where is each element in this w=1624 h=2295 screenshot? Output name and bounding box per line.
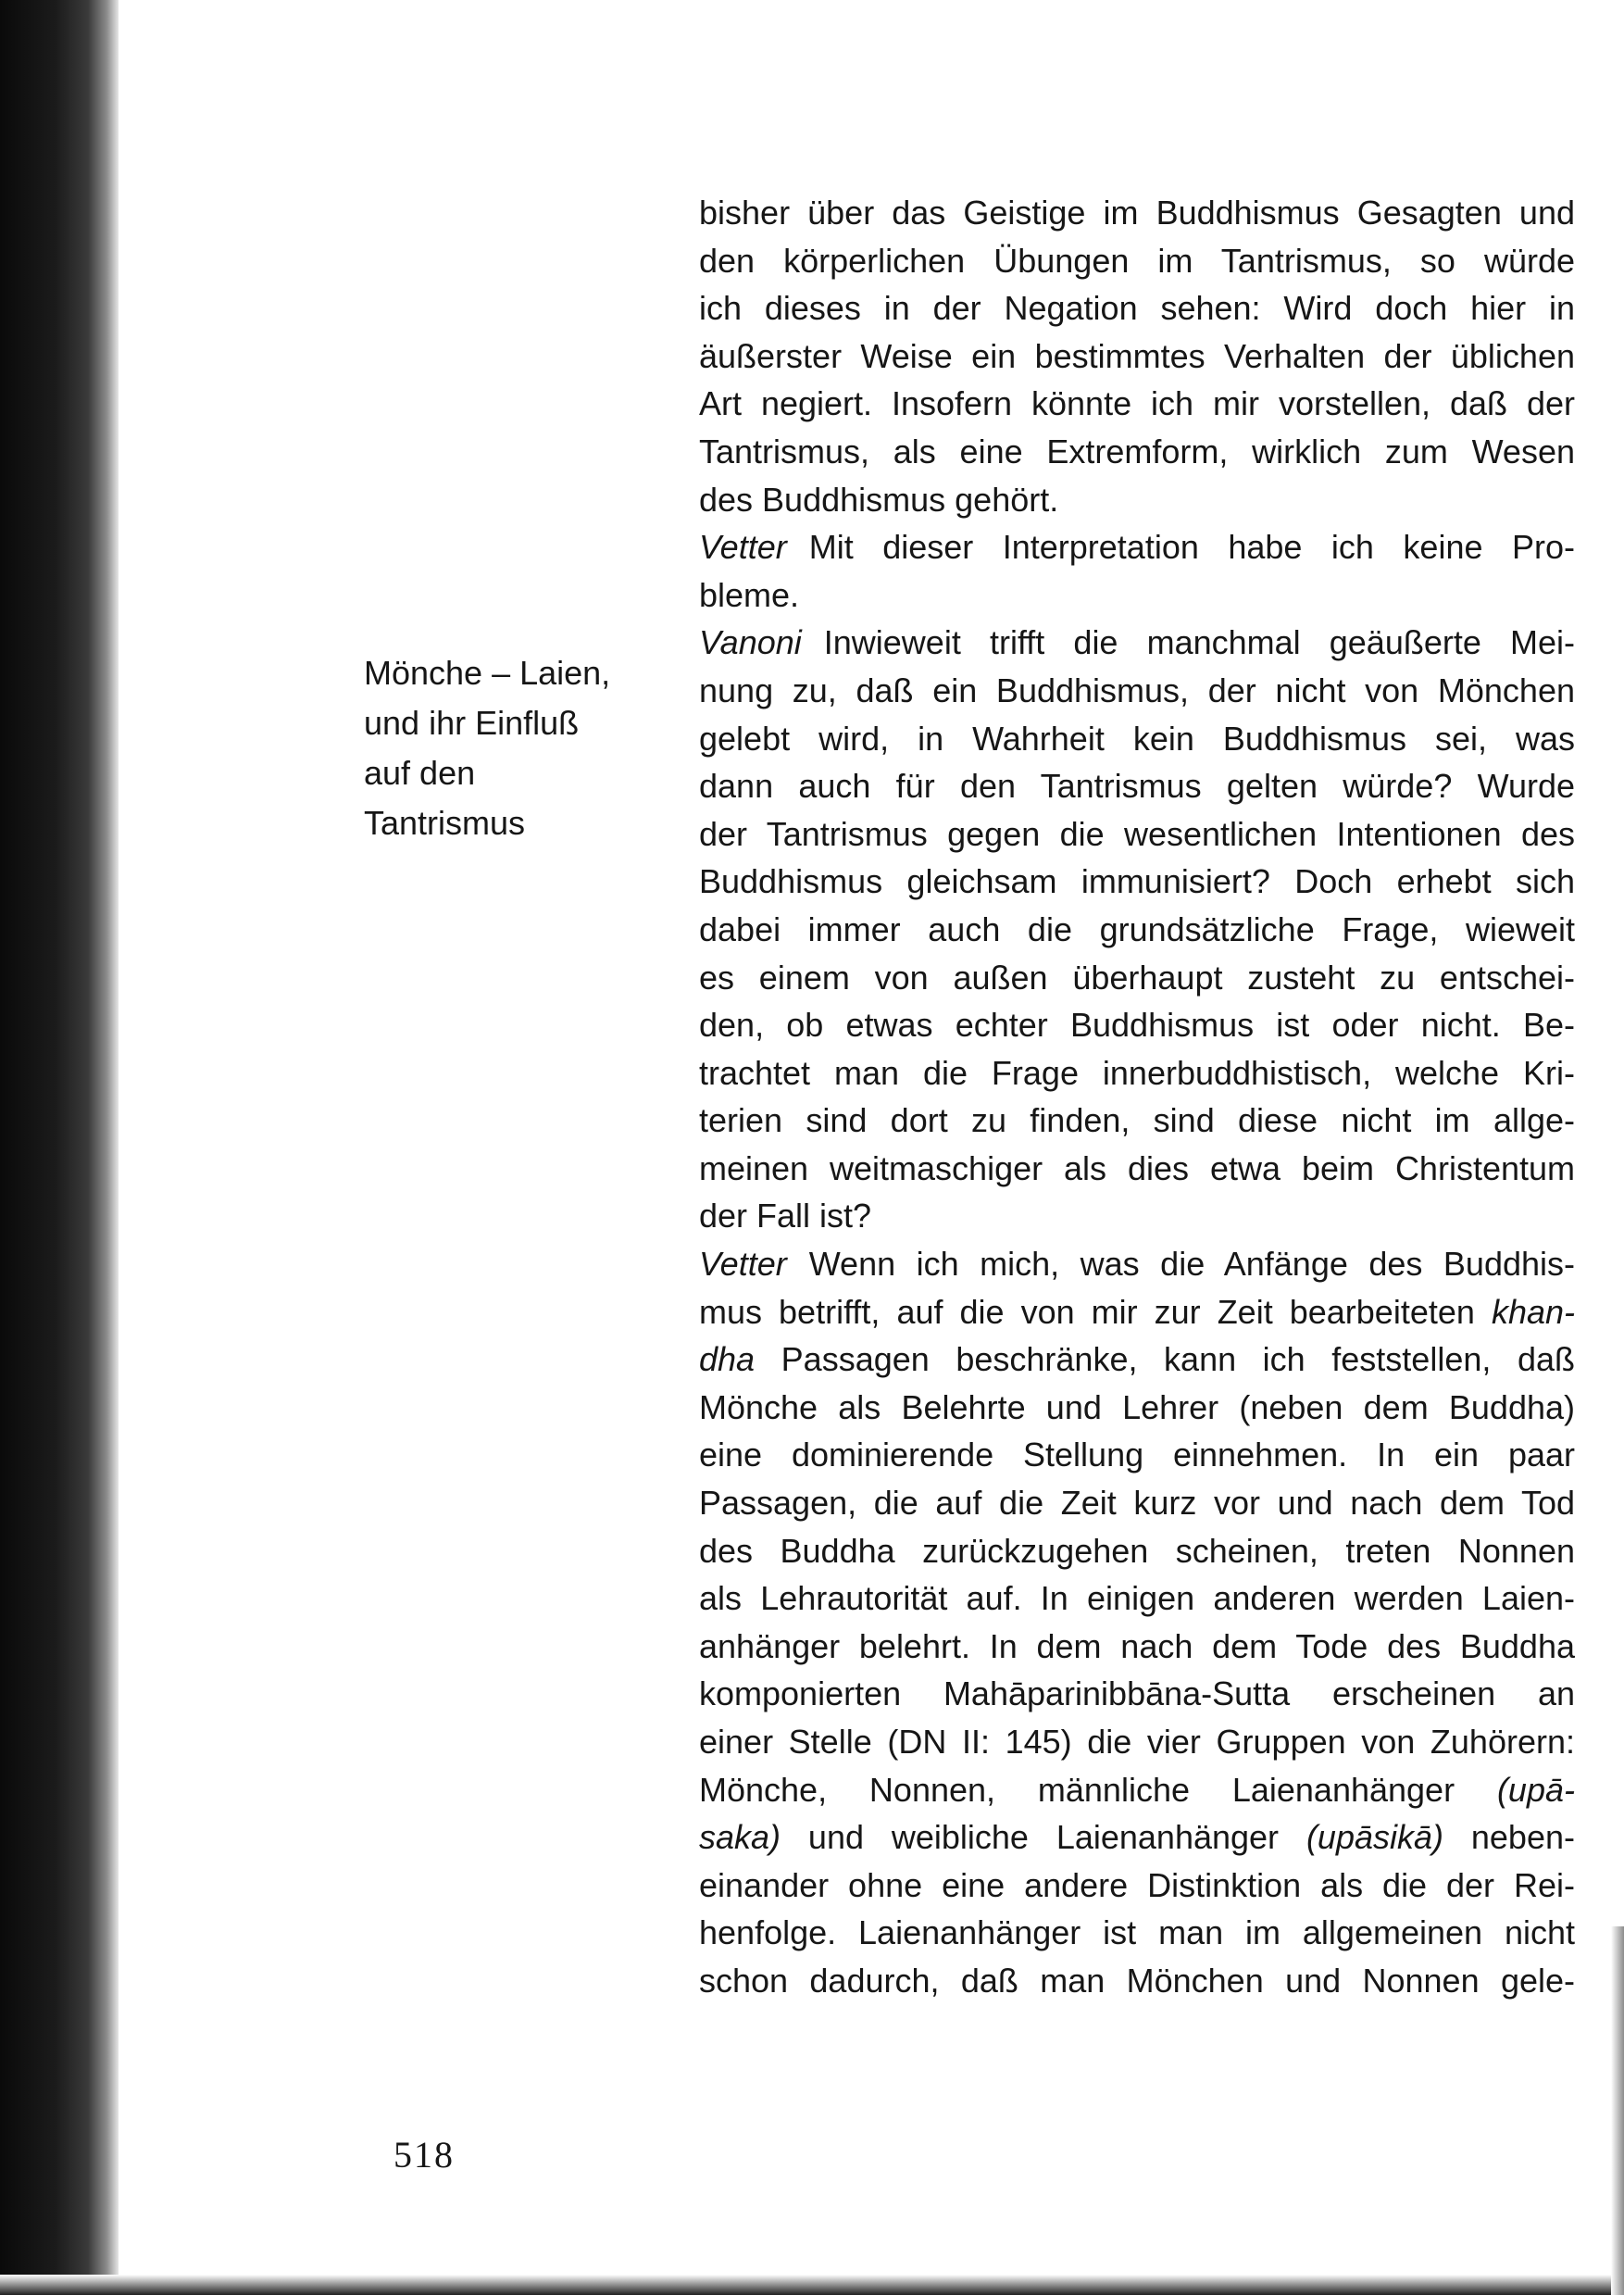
text-line: bisher über das Geistige im Buddhismus Gesagten und xyxy=(699,194,1575,232)
italic-term: (upā- xyxy=(1496,1770,1575,1809)
text-line: Buddhismus gleichsam immunisiert? Doch erhebt sich xyxy=(699,862,1575,901)
text-line: anhänger belehrt. In dem nach dem Tode des Buddha xyxy=(699,1626,1575,1665)
text-line: Vetter Wenn ich mich, was die Anfänge des Buddhis- xyxy=(699,1245,1575,1284)
text-line: Art negiert. Insofern könnte ich mir vorstellen, daß der xyxy=(699,384,1575,423)
text-line: eine dominierende Stellung einnehmen. In ein paar xyxy=(699,1436,1575,1474)
text-line: Passagen, die auf die Zeit kurz vor und nach dem Tod xyxy=(699,1484,1575,1523)
text-line: bleme. xyxy=(699,575,800,614)
text-line: mus betrifft, auf die von mir zur Zeit bearbeiteten khan- xyxy=(699,1292,1575,1331)
margin-note-line: Tantrismus xyxy=(364,804,526,842)
text-line: den, ob etwas echter Buddhismus ist oder nicht. Be- xyxy=(699,1006,1575,1045)
text-line: dha Passagen beschränke, kann ich feststellen, daß xyxy=(699,1340,1575,1379)
text-line: der Fall ist? xyxy=(699,1197,872,1235)
margin-note xyxy=(364,648,669,848)
text-line: Vanoni Inwieweit trifft die manchmal geäußerte Mei- xyxy=(699,623,1575,662)
page-right-shadow xyxy=(1611,1926,1624,2295)
text-line: gelebt wird, in Wahrheit kein Buddhismus sei, was xyxy=(699,719,1575,758)
text-line: ich dieses in der Negation sehen: Wird doch hier in xyxy=(699,289,1575,328)
text-line: einander ohne eine andere Distinktion als die der Rei- xyxy=(699,1865,1575,1904)
margin-note-line: Mönche – Laien, xyxy=(364,654,611,692)
text-line: saka) und weibliche Laienanhänger (upāsikā) neben- xyxy=(699,1818,1575,1857)
text-line: es einem von außen überhaupt zusteht zu entschei- xyxy=(699,958,1575,997)
speaker-name: Vetter xyxy=(699,1245,787,1284)
text-line: terien sind dort zu finden, sind diese nicht im allge- xyxy=(699,1101,1575,1140)
text-line: schon dadurch, daß man Mönchen und Nonnen gele- xyxy=(699,1961,1575,2000)
margin-note-line: auf den xyxy=(364,754,476,792)
italic-term: khan- xyxy=(1491,1292,1575,1331)
body-text xyxy=(699,189,1575,2005)
speaker-name: Vetter xyxy=(699,528,787,567)
italic-term: (upāsikā) xyxy=(1305,1818,1443,1857)
text-line: äußerster Weise ein bestimmtes Verhalten der üblichen xyxy=(699,336,1575,375)
italic-term: saka) xyxy=(699,1818,781,1857)
page-bottom-shadow xyxy=(0,2275,1624,2295)
text-line: henfolge. Laienanhänger ist man im allgemeinen nicht xyxy=(699,1913,1575,1952)
text-line: des Buddhismus gehört. xyxy=(699,480,1059,519)
text-line: Mönche, Nonnen, männliche Laienanhänger (upā- xyxy=(699,1770,1575,1809)
text-line: als Lehrautorität auf. In einigen anderen werden Laien- xyxy=(699,1579,1575,1618)
text-line: dann auch für den Tantrismus gelten würde? Wurde xyxy=(699,767,1575,806)
text-line: den körperlichen Übungen im Tantrismus, so würde xyxy=(699,241,1575,280)
text-line: Tantrismus, als eine Extremform, wirklich zum Wesen xyxy=(699,432,1575,470)
text-line: meinen weitmaschiger als dies etwa beim Christentum xyxy=(699,1148,1575,1187)
text-line: nung zu, daß ein Buddhismus, der nicht von Mönchen xyxy=(699,671,1575,709)
speaker-name: Vanoni xyxy=(699,623,802,662)
margin-note-line: und ihr Einfluß xyxy=(364,704,580,742)
text-line: dabei immer auch die grundsätzliche Frage, wieweit xyxy=(699,909,1575,948)
text-line: trachtet man die Frage innerbuddhistisch, welche Kri- xyxy=(699,1053,1575,1092)
text-line: einer Stelle (DN II: 145) die vier Gruppen von Zuhörern: xyxy=(699,1723,1575,1761)
text-line: der Tantrismus gegen die wesentlichen Intentionen des xyxy=(699,814,1575,853)
page-number: 518 xyxy=(394,2134,455,2176)
text-line: komponierten Mahāparinibbāna-Sutta erscheinen an xyxy=(699,1674,1575,1713)
italic-term: dha xyxy=(699,1340,756,1379)
text-line: des Buddha zurückzugehen scheinen, treten Nonnen xyxy=(699,1531,1575,1570)
text-line: Vetter Mit dieser Interpretation habe ich keine Pro- xyxy=(699,528,1575,567)
book-binding-shadow xyxy=(0,0,119,2295)
text-line: Mönche als Belehrte und Lehrer (neben dem Buddha) xyxy=(699,1387,1575,1426)
